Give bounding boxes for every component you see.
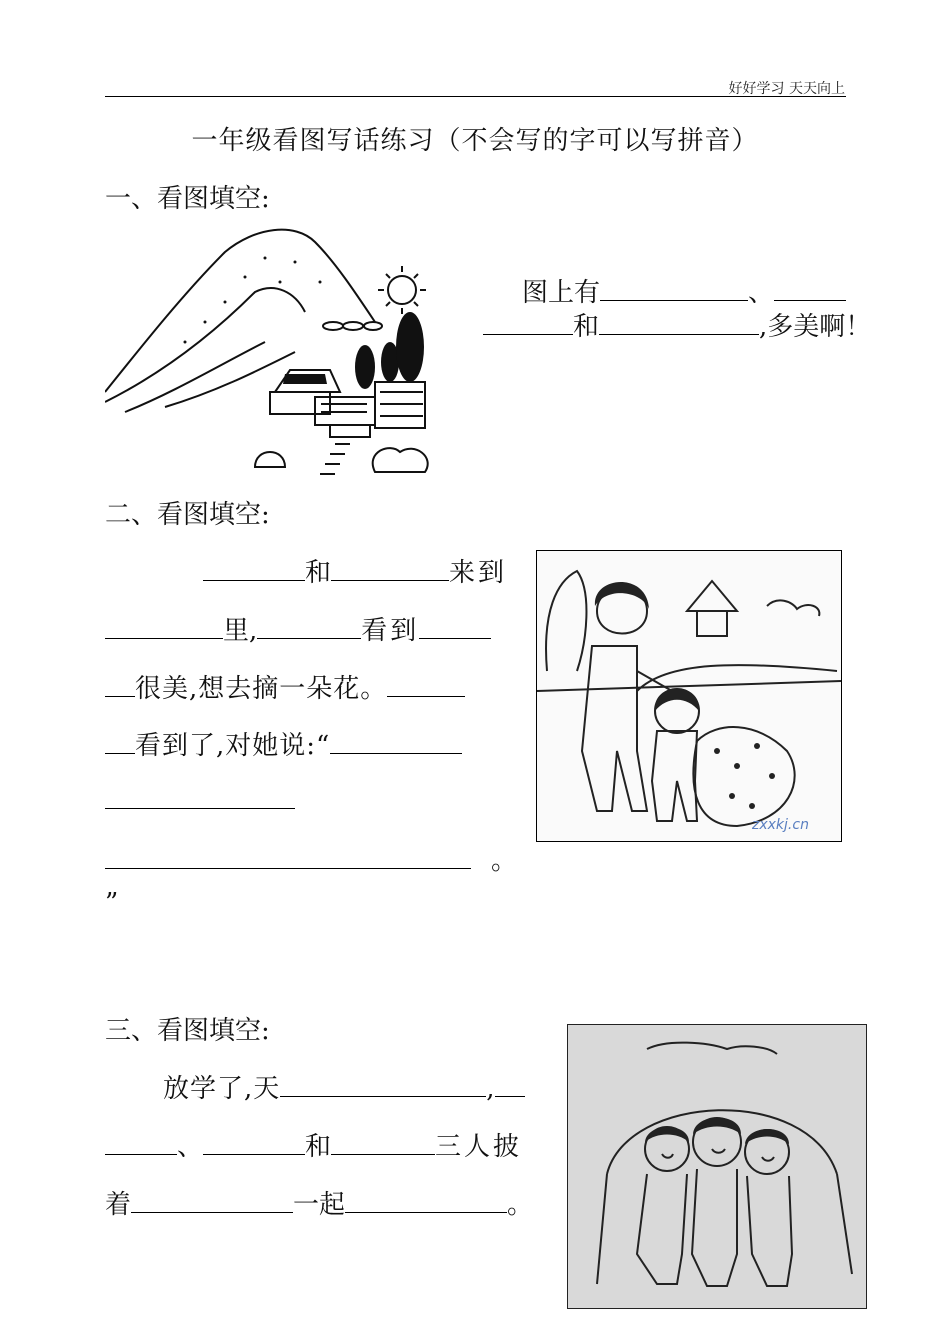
section2-line2	[105, 610, 491, 647]
period: 。	[507, 1190, 534, 1220]
section2-line1	[203, 552, 507, 589]
conjunction: 和	[573, 312, 600, 342]
fill-blank[interactable]	[600, 274, 748, 301]
fill-blank[interactable]	[280, 1070, 486, 1097]
section1-prefix: 图上有	[522, 278, 601, 308]
section2-heading: 二、看图填空:	[105, 500, 270, 530]
fill-blank[interactable]	[105, 727, 135, 754]
section1-tail: ,多美啊！	[759, 312, 872, 342]
fill-blank[interactable]	[203, 1128, 305, 1155]
separator: 、	[177, 1132, 204, 1162]
conjunction: 和	[305, 558, 332, 588]
period: 。	[491, 846, 518, 876]
fill-blank[interactable]	[105, 612, 223, 639]
fill-blank[interactable]	[419, 612, 491, 639]
fill-blank[interactable]	[774, 274, 846, 301]
section2-see: 看到	[361, 616, 420, 646]
fill-blank[interactable]	[257, 612, 361, 639]
header-divider	[105, 96, 846, 97]
fill-blank[interactable]	[331, 554, 449, 581]
section3-prefix: 放学了,天	[163, 1074, 281, 1104]
separator: 、	[748, 278, 775, 308]
section3-end2: 三人披	[435, 1132, 523, 1162]
fill-blank[interactable]	[131, 1186, 293, 1213]
fill-blank[interactable]	[105, 1128, 177, 1155]
fill-blank[interactable]	[105, 782, 295, 809]
fill-blank[interactable]	[331, 1128, 435, 1155]
section3-line3	[105, 1184, 533, 1221]
section1-line1	[522, 272, 846, 309]
section2-text4: 看到了,对她说:“	[135, 731, 331, 761]
fill-blank[interactable]	[483, 308, 573, 335]
conjunction: 和	[305, 1132, 332, 1162]
section2-li: 里,	[223, 616, 258, 646]
section1-line2	[483, 306, 871, 343]
section3-heading: 三、看图填空:	[105, 1016, 270, 1046]
fill-blank[interactable]	[105, 842, 471, 869]
section2-came: 来到	[449, 558, 508, 588]
comma: ,	[486, 1074, 495, 1104]
section2-line4	[105, 725, 462, 762]
section3-mid: 一起	[293, 1190, 346, 1220]
fill-blank[interactable]	[599, 308, 759, 335]
fill-blank[interactable]	[105, 670, 135, 697]
children-under-coat-illustration	[567, 1024, 867, 1309]
section1-heading: 一、看图填空:	[105, 184, 270, 214]
fill-blank[interactable]	[330, 727, 462, 754]
close-quote: ”	[105, 888, 119, 918]
worksheet-title: 一年级看图写话练习（不会写的字可以写拼音）	[191, 126, 759, 156]
fill-blank[interactable]	[345, 1186, 507, 1213]
section2-text3: 很美,想去摘一朵花。	[135, 674, 388, 704]
mountain-village-illustration	[105, 222, 435, 482]
watermark-text: zxxkj.cn	[752, 817, 809, 833]
fill-blank[interactable]	[203, 554, 305, 581]
section2-line6	[105, 840, 517, 877]
section2-line5	[105, 782, 295, 816]
section3-prefix3: 着	[105, 1190, 132, 1220]
section2-line3	[105, 668, 465, 705]
section3-line2	[105, 1126, 522, 1163]
section3-line1	[163, 1068, 525, 1105]
page-header-text: 好好学习 天天向上	[728, 81, 845, 97]
fill-blank[interactable]	[387, 670, 465, 697]
fill-blank[interactable]	[495, 1070, 525, 1097]
mother-daughter-illustration	[536, 550, 842, 842]
